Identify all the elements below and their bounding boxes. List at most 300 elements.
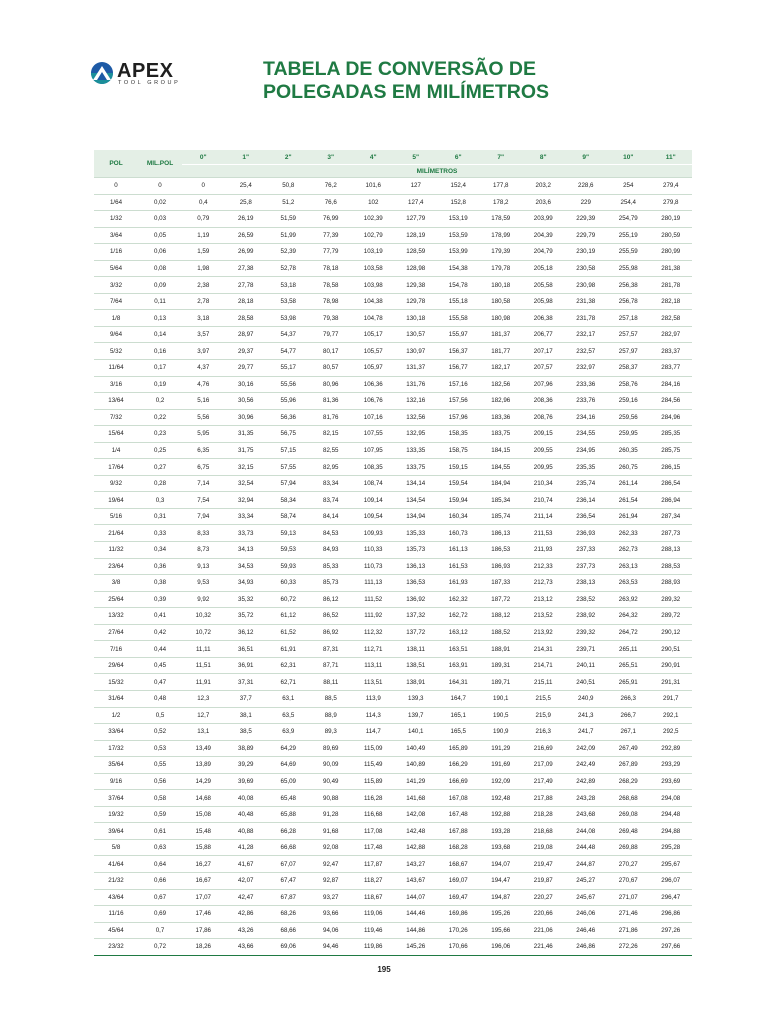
cell-mm: 221,06 (522, 922, 565, 939)
cell-mm: 133,35 (395, 442, 438, 459)
cell-mm: 65,88 (267, 806, 310, 823)
cell-mm: 221,46 (522, 939, 565, 956)
header-inch: 10" (607, 150, 650, 165)
cell-pol: 19/32 (94, 806, 138, 823)
cell-mm: 195,66 (480, 922, 523, 939)
cell-mm: 256,38 (607, 277, 650, 294)
cell-milpol: 0,19 (138, 376, 182, 393)
cell-mm: 205,58 (522, 277, 565, 294)
cell-mm: 80,57 (310, 360, 353, 377)
cell-mm: 103,19 (352, 244, 395, 261)
cell-mm: 119,46 (352, 922, 395, 939)
cell-mm: 265,91 (607, 674, 650, 691)
cell-mm: 159,15 (437, 459, 480, 476)
cell-pol: 39/64 (94, 823, 138, 840)
cell-mm: 177,8 (480, 178, 523, 195)
cell-mm: 239,32 (565, 624, 608, 641)
cell-mm: 191,69 (480, 757, 523, 774)
cell-mm: 76,6 (310, 194, 353, 211)
cell-pol: 31/64 (94, 690, 138, 707)
table-row (94, 475, 692, 492)
cell-mm: 53,18 (267, 277, 310, 294)
cell-mm: 230,19 (565, 244, 608, 261)
cell-mm: 42,86 (225, 906, 268, 923)
cell-mm: 117,87 (352, 856, 395, 873)
cell-mm: 82,55 (310, 442, 353, 459)
cell-mm: 235,35 (565, 459, 608, 476)
cell-mm: 137,32 (395, 608, 438, 625)
header-inch: 11" (650, 150, 693, 165)
header-inch: 6" (437, 150, 480, 165)
table-header-row (94, 150, 692, 165)
cell-mm: 61,91 (267, 641, 310, 658)
cell-mm: 140,49 (395, 740, 438, 757)
cell-mm: 269,48 (607, 823, 650, 840)
cell-mm: 180,98 (480, 310, 523, 327)
cell-mm: 237,73 (565, 558, 608, 575)
cell-mm: 192,09 (480, 773, 523, 790)
cell-milpol: 0,38 (138, 575, 182, 592)
cell-mm: 57,94 (267, 475, 310, 492)
cell-mm: 54,37 (267, 326, 310, 343)
cell-mm: 267,89 (607, 757, 650, 774)
cell-mm: 193,28 (480, 823, 523, 840)
cell-mm: 86,12 (310, 591, 353, 608)
cell-mm: 159,54 (437, 475, 480, 492)
cell-mm: 153,19 (437, 211, 480, 228)
cell-mm: 169,86 (437, 906, 480, 923)
cell-mm: 212,73 (522, 575, 565, 592)
cell-milpol: 0,5 (138, 707, 182, 724)
cell-mm: 11,51 (182, 657, 225, 674)
cell-milpol: 0,2 (138, 393, 182, 410)
cell-mm: 262,33 (607, 525, 650, 542)
cell-milpol: 0,41 (138, 608, 182, 625)
cell-mm: 270,27 (607, 856, 650, 873)
cell-mm: 127,4 (395, 194, 438, 211)
cell-mm: 235,74 (565, 475, 608, 492)
cell-mm: 77,39 (310, 227, 353, 244)
cell-mm: 84,93 (310, 542, 353, 559)
cell-mm: 8,33 (182, 525, 225, 542)
cell-mm: 26,99 (225, 244, 268, 261)
table-row (94, 178, 692, 195)
cell-pol: 35/64 (94, 757, 138, 774)
cell-mm: 80,17 (310, 343, 353, 360)
cell-mm: 157,16 (437, 376, 480, 393)
cell-mm: 14,68 (182, 790, 225, 807)
table-row (94, 624, 692, 641)
cell-mm: 213,52 (522, 608, 565, 625)
cell-mm: 181,37 (480, 326, 523, 343)
cell-mm: 292,89 (650, 740, 693, 757)
cell-mm: 116,28 (352, 790, 395, 807)
cell-mm: 68,26 (267, 906, 310, 923)
table-row (94, 376, 692, 393)
cell-pol: 13/32 (94, 608, 138, 625)
cell-mm: 291,7 (650, 690, 693, 707)
cell-milpol: 0 (138, 178, 182, 195)
cell-mm: 43,26 (225, 922, 268, 939)
header-pol: POL (94, 150, 138, 178)
page-title (263, 58, 583, 104)
cell-mm: 130,57 (395, 326, 438, 343)
cell-mm: 292,1 (650, 707, 693, 724)
cell-milpol: 0,53 (138, 740, 182, 757)
table-row (94, 657, 692, 674)
cell-mm: 91,68 (310, 823, 353, 840)
cell-mm: 38,89 (225, 740, 268, 757)
cell-mm: 114,7 (352, 724, 395, 741)
cell-mm: 157,56 (437, 393, 480, 410)
cell-mm: 261,14 (607, 475, 650, 492)
cell-mm: 269,08 (607, 806, 650, 823)
cell-milpol: 0,72 (138, 939, 182, 956)
table-row (94, 393, 692, 410)
cell-mm: 42,47 (225, 889, 268, 906)
header-inch: 5" (395, 150, 438, 165)
cell-mm: 165,89 (437, 740, 480, 757)
cell-mm: 4,76 (182, 376, 225, 393)
cell-mm: 109,54 (352, 508, 395, 525)
cell-mm: 290,12 (650, 624, 693, 641)
cell-mm: 218,28 (522, 806, 565, 823)
cell-mm: 287,34 (650, 508, 693, 525)
cell-mm: 5,95 (182, 426, 225, 443)
cell-mm: 117,48 (352, 839, 395, 856)
cell-mm: 27,78 (225, 277, 268, 294)
cell-mm: 160,73 (437, 525, 480, 542)
cell-mm: 185,74 (480, 508, 523, 525)
cell-mm: 76,99 (310, 211, 353, 228)
cell-mm: 295,28 (650, 839, 693, 856)
cell-mm: 296,07 (650, 872, 693, 889)
cell-pol: 3/64 (94, 227, 138, 244)
cell-mm: 254,4 (607, 194, 650, 211)
cell-mm: 153,59 (437, 227, 480, 244)
cell-mm: 102,39 (352, 211, 395, 228)
cell-mm: 78,98 (310, 293, 353, 310)
cell-mm: 168,28 (437, 839, 480, 856)
table-row (94, 872, 692, 889)
cell-mm: 163,12 (437, 624, 480, 641)
header-inch: 9" (565, 150, 608, 165)
cell-mm: 244,48 (565, 839, 608, 856)
cell-mm: 145,26 (395, 939, 438, 956)
cell-mm: 297,26 (650, 922, 693, 939)
cell-mm: 166,69 (437, 773, 480, 790)
cell-mm: 206,38 (522, 310, 565, 327)
cell-mm: 83,34 (310, 475, 353, 492)
cell-mm: 183,36 (480, 409, 523, 426)
table-row (94, 244, 692, 261)
cell-mm: 89,69 (310, 740, 353, 757)
cell-mm: 229,79 (565, 227, 608, 244)
cell-mm: 261,94 (607, 508, 650, 525)
cell-mm: 233,76 (565, 393, 608, 410)
cell-mm: 67,47 (267, 872, 310, 889)
cell-mm: 3,57 (182, 326, 225, 343)
cell-mm: 136,92 (395, 591, 438, 608)
cell-mm: 115,89 (352, 773, 395, 790)
cell-mm: 204,39 (522, 227, 565, 244)
title-line-1: TABELA DE CONVERSÃO DE (263, 58, 537, 80)
cell-mm: 212,33 (522, 558, 565, 575)
cell-mm: 27,38 (225, 260, 268, 277)
cell-mm: 271,07 (607, 889, 650, 906)
cell-mm: 231,38 (565, 293, 608, 310)
cell-mm: 8,73 (182, 542, 225, 559)
cell-mm: 167,08 (437, 790, 480, 807)
cell-mm: 209,95 (522, 459, 565, 476)
cell-milpol: 0,3 (138, 492, 182, 509)
cell-mm: 41,67 (225, 856, 268, 873)
header-inch: 1" (225, 150, 268, 165)
cell-mm: 215,5 (522, 690, 565, 707)
cell-mm: 35,72 (225, 608, 268, 625)
cell-mm: 79,38 (310, 310, 353, 327)
page-number: 195 (377, 965, 391, 974)
cell-mm: 293,29 (650, 757, 693, 774)
cell-mm: 238,13 (565, 575, 608, 592)
cell-mm: 39,69 (225, 773, 268, 790)
cell-mm: 38,1 (225, 707, 268, 724)
cell-milpol: 0,27 (138, 459, 182, 476)
cell-mm: 59,53 (267, 542, 310, 559)
cell-mm: 214,31 (522, 641, 565, 658)
cell-mm: 33,34 (225, 508, 268, 525)
cell-milpol: 0,25 (138, 442, 182, 459)
cell-mm: 135,33 (395, 525, 438, 542)
cell-mm: 6,75 (182, 459, 225, 476)
cell-mm: 138,51 (395, 657, 438, 674)
table-row (94, 773, 692, 790)
cell-mm: 88,11 (310, 674, 353, 691)
cell-mm: 94,46 (310, 939, 353, 956)
table-row (94, 542, 692, 559)
cell-mm: 81,76 (310, 409, 353, 426)
table-row (94, 608, 692, 625)
cell-pol: 23/32 (94, 939, 138, 956)
cell-milpol: 0,67 (138, 889, 182, 906)
cell-pol: 9/64 (94, 326, 138, 343)
cell-milpol: 0,48 (138, 690, 182, 707)
cell-mm: 187,72 (480, 591, 523, 608)
cell-mm: 63,9 (267, 724, 310, 741)
cell-mm: 111,13 (352, 575, 395, 592)
cell-pol: 43/64 (94, 889, 138, 906)
cell-mm: 281,38 (650, 260, 693, 277)
cell-mm: 179,39 (480, 244, 523, 261)
cell-mm: 215,11 (522, 674, 565, 691)
cell-pol: 41/64 (94, 856, 138, 873)
cell-mm: 28,58 (225, 310, 268, 327)
cell-mm: 214,71 (522, 657, 565, 674)
cell-mm: 211,14 (522, 508, 565, 525)
cell-mm: 165,1 (437, 707, 480, 724)
cell-mm: 256,78 (607, 293, 650, 310)
cell-mm: 287,73 (650, 525, 693, 542)
logo-subtitle: TOOL GROUP (118, 80, 181, 86)
cell-milpol: 0,61 (138, 823, 182, 840)
cell-mm: 268,29 (607, 773, 650, 790)
cell-milpol: 0,31 (138, 508, 182, 525)
cell-mm: 5,16 (182, 393, 225, 410)
cell-mm: 255,19 (607, 227, 650, 244)
cell-mm: 76,2 (310, 178, 353, 195)
cell-mm: 257,97 (607, 343, 650, 360)
cell-mm: 131,37 (395, 360, 438, 377)
cell-mm: 28,97 (225, 326, 268, 343)
cell-mm: 294,88 (650, 823, 693, 840)
cell-mm: 190,1 (480, 690, 523, 707)
cell-mm: 65,09 (267, 773, 310, 790)
cell-mm: 88,5 (310, 690, 353, 707)
cell-milpol: 0,39 (138, 591, 182, 608)
cell-mm: 265,51 (607, 657, 650, 674)
cell-mm: 191,29 (480, 740, 523, 757)
cell-mm: 50,8 (267, 178, 310, 195)
cell-milpol: 0,55 (138, 757, 182, 774)
cell-mm: 257,57 (607, 326, 650, 343)
cell-mm: 259,95 (607, 426, 650, 443)
cell-milpol: 0,47 (138, 674, 182, 691)
cell-mm: 132,56 (395, 409, 438, 426)
cell-mm: 84,53 (310, 525, 353, 542)
cell-pol: 19/64 (94, 492, 138, 509)
cell-pol: 25/64 (94, 591, 138, 608)
cell-mm: 192,88 (480, 806, 523, 823)
table-row (94, 492, 692, 509)
cell-mm: 105,57 (352, 343, 395, 360)
table-row (94, 277, 692, 294)
cell-mm: 208,76 (522, 409, 565, 426)
cell-mm: 186,13 (480, 525, 523, 542)
cell-mm: 28,18 (225, 293, 268, 310)
cell-mm: 85,73 (310, 575, 353, 592)
cell-pol: 5/16 (94, 508, 138, 525)
cell-mm: 246,46 (565, 922, 608, 939)
cell-mm: 140,89 (395, 757, 438, 774)
cell-mm: 215,9 (522, 707, 565, 724)
cell-mm: 260,35 (607, 442, 650, 459)
cell-mm: 160,34 (437, 508, 480, 525)
cell-mm: 188,91 (480, 641, 523, 658)
cell-pol: 15/32 (94, 674, 138, 691)
cell-milpol: 0,69 (138, 906, 182, 923)
cell-milpol: 0,42 (138, 624, 182, 641)
cell-mm: 117,08 (352, 823, 395, 840)
cell-milpol: 0,28 (138, 475, 182, 492)
cell-mm: 259,56 (607, 409, 650, 426)
cell-mm: 178,2 (480, 194, 523, 211)
cell-mm: 296,47 (650, 889, 693, 906)
cell-mm: 66,28 (267, 823, 310, 840)
cell-mm: 128,98 (395, 260, 438, 277)
cell-mm: 106,36 (352, 376, 395, 393)
cell-mm: 182,17 (480, 360, 523, 377)
cell-pol: 5/64 (94, 260, 138, 277)
cell-mm: 270,67 (607, 872, 650, 889)
cell-mm: 194,47 (480, 872, 523, 889)
cell-mm: 238,52 (565, 591, 608, 608)
cell-mm: 132,95 (395, 426, 438, 443)
cell-mm: 232,97 (565, 360, 608, 377)
cell-mm: 110,73 (352, 558, 395, 575)
table-row (94, 293, 692, 310)
cell-mm: 161,93 (437, 575, 480, 592)
cell-mm: 0,4 (182, 194, 225, 211)
cell-mm: 194,07 (480, 856, 523, 873)
cell-mm: 13,89 (182, 757, 225, 774)
cell-mm: 184,15 (480, 442, 523, 459)
cell-mm: 264,72 (607, 624, 650, 641)
cell-mm: 105,97 (352, 360, 395, 377)
cell-mm: 219,87 (522, 872, 565, 889)
cell-mm: 16,67 (182, 872, 225, 889)
cell-mm: 210,34 (522, 475, 565, 492)
cell-milpol: 0,59 (138, 806, 182, 823)
cell-mm: 188,12 (480, 608, 523, 625)
cell-mm: 206,77 (522, 326, 565, 343)
cell-mm: 272,26 (607, 939, 650, 956)
cell-mm: 267,49 (607, 740, 650, 757)
cell-mm: 242,49 (565, 757, 608, 774)
cell-mm: 2,78 (182, 293, 225, 310)
table-row (94, 525, 692, 542)
cell-mm: 30,96 (225, 409, 268, 426)
cell-pol: 1/2 (94, 707, 138, 724)
cell-mm: 82,15 (310, 426, 353, 443)
cell-pol: 7/16 (94, 641, 138, 658)
cell-mm: 155,58 (437, 310, 480, 327)
cell-mm: 37,7 (225, 690, 268, 707)
cell-mm: 64,29 (267, 740, 310, 757)
cell-mm: 266,7 (607, 707, 650, 724)
cell-mm: 183,75 (480, 426, 523, 443)
cell-mm: 142,08 (395, 806, 438, 823)
cell-mm: 279,4 (650, 178, 693, 195)
cell-mm: 93,66 (310, 906, 353, 923)
cell-mm: 280,99 (650, 244, 693, 261)
cell-mm: 265,11 (607, 641, 650, 658)
cell-mm: 161,13 (437, 542, 480, 559)
cell-pol: 9/16 (94, 773, 138, 790)
cell-mm: 179,78 (480, 260, 523, 277)
cell-mm: 106,76 (352, 393, 395, 410)
cell-mm: 164,31 (437, 674, 480, 691)
cell-mm: 181,77 (480, 343, 523, 360)
cell-mm: 34,93 (225, 575, 268, 592)
cell-mm: 0,79 (182, 211, 225, 228)
cell-mm: 92,47 (310, 856, 353, 873)
cell-mm: 289,72 (650, 608, 693, 625)
cell-mm: 92,87 (310, 872, 353, 889)
cell-mm: 133,75 (395, 459, 438, 476)
cell-mm: 158,75 (437, 442, 480, 459)
cell-pol: 5/32 (94, 343, 138, 360)
cell-mm: 84,14 (310, 508, 353, 525)
cell-mm: 141,68 (395, 790, 438, 807)
table-row (94, 310, 692, 327)
cell-mm: 135,73 (395, 542, 438, 559)
cell-mm: 134,94 (395, 508, 438, 525)
cell-mm: 242,89 (565, 773, 608, 790)
cell-mm: 56,75 (267, 426, 310, 443)
cell-mm: 119,86 (352, 939, 395, 956)
cell-mm: 205,18 (522, 260, 565, 277)
cell-mm: 59,13 (267, 525, 310, 542)
